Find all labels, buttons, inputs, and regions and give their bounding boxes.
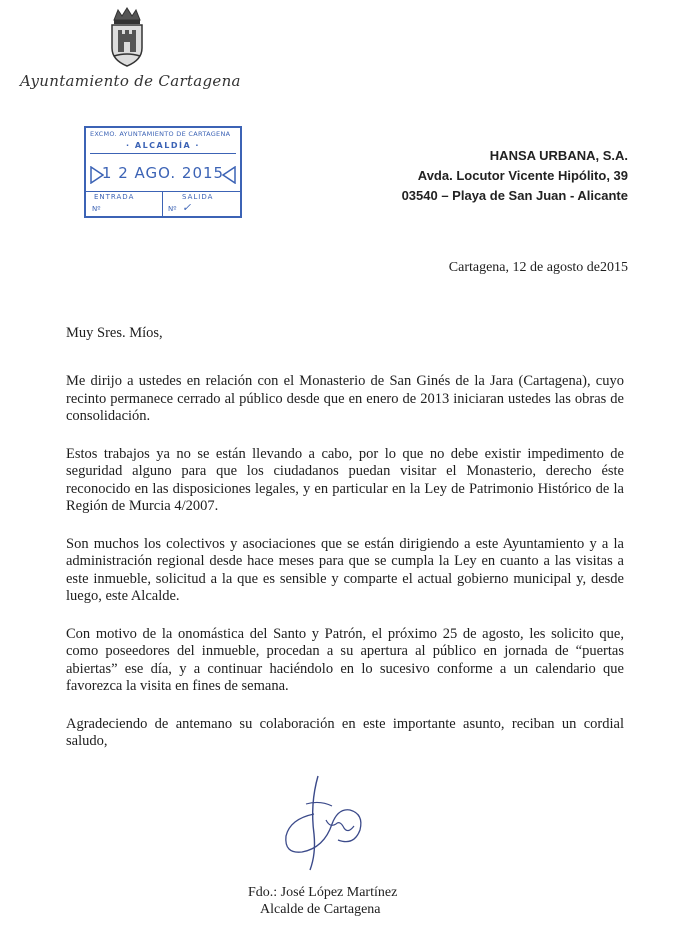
recipient-city: 03540 – Playa de San Juan - Alicante xyxy=(401,188,628,203)
stamp-divider xyxy=(90,153,236,154)
triangle-left-icon xyxy=(222,166,236,188)
stamp-entry-label: ENTRADA xyxy=(94,193,135,201)
paragraph: Agradeciendo de antemano su colaboración en este importante asunto, reciban un cordial saludo, xyxy=(66,715,624,749)
institution-name: Ayuntamiento de Cartagena xyxy=(20,72,241,90)
handwritten-signature xyxy=(280,774,370,874)
stamp-divider-bottom xyxy=(86,191,240,192)
stamp-exit-number: Nº xyxy=(168,205,177,213)
letter-body xyxy=(66,373,624,771)
letter-date: Cartagena, 12 de agosto de2015 xyxy=(448,260,628,275)
stamp-registry-line: EXCMO. AYUNTAMIENTO DE CARTAGENA xyxy=(90,130,231,138)
recipient-address xyxy=(402,146,628,206)
stamp-date: 1 2 AGO. 2015 xyxy=(101,164,225,182)
stamp-entry-number: Nº xyxy=(92,205,101,213)
stamp-exit-label: SALIDA xyxy=(182,193,214,201)
signatory-title: Alcalde de Cartagena xyxy=(260,902,381,917)
coat-of-arms-icon xyxy=(104,6,150,68)
stamp-office: · ALCALDÍA · xyxy=(126,141,200,150)
paragraph: Con motivo de la onomástica del Santo y Patrón, el próximo 25 de agosto, les solicito que, como poseedores del inmueble, procedan a su apertura al público en jornada de “puertas abiertas” ese día, y a continuar haciéndolo en lo sucesivo conforme a un calendario que favorezca la visita en fines de semana. xyxy=(66,625,624,694)
stamp-exit-mark: ✓ xyxy=(182,201,192,214)
recipient-name: HANSA URBANA, S.A. xyxy=(489,148,628,163)
paragraph: Son muchos los colectivos y asociaciones que se están dirigiendo a este Ayuntamiento y a la administración regional desde hace meses para que se cumpla la Ley en cuanto a las visitas a este inmueble, solicitud a la que es sensible y comparte el actual gobierno municipal y, desde luego, este Alcalde. xyxy=(66,535,624,604)
salutation: Muy Sres. Míos, xyxy=(66,325,163,341)
paragraph: Estos trabajos ya no se están llevando a cabo, por lo que no debe existir impedimento de seguridad alguno para que los ciudadanos puedan visitar el Monasterio, derecho éste reconocido en las disposiciones legales, y en particular en la Ley de Patrimonio Histórico de la Región de Murcia 4/2007. xyxy=(66,445,624,514)
signatory-name: Fdo.: José López Martínez xyxy=(248,885,398,900)
stamp-column-separator xyxy=(162,191,163,216)
signature-block xyxy=(248,884,397,918)
paragraph: Me dirijo a ustedes en relación con el Monasterio de San Ginés de la Jara (Cartagena), cuyo recinto permanece cerrado al público desde que en enero de 2013 iniciaran ustedes las obras de consolidación. xyxy=(66,373,624,424)
recipient-street: Avda. Locutor Vicente Hipólito, 39 xyxy=(417,168,628,183)
registry-stamp xyxy=(84,126,242,218)
